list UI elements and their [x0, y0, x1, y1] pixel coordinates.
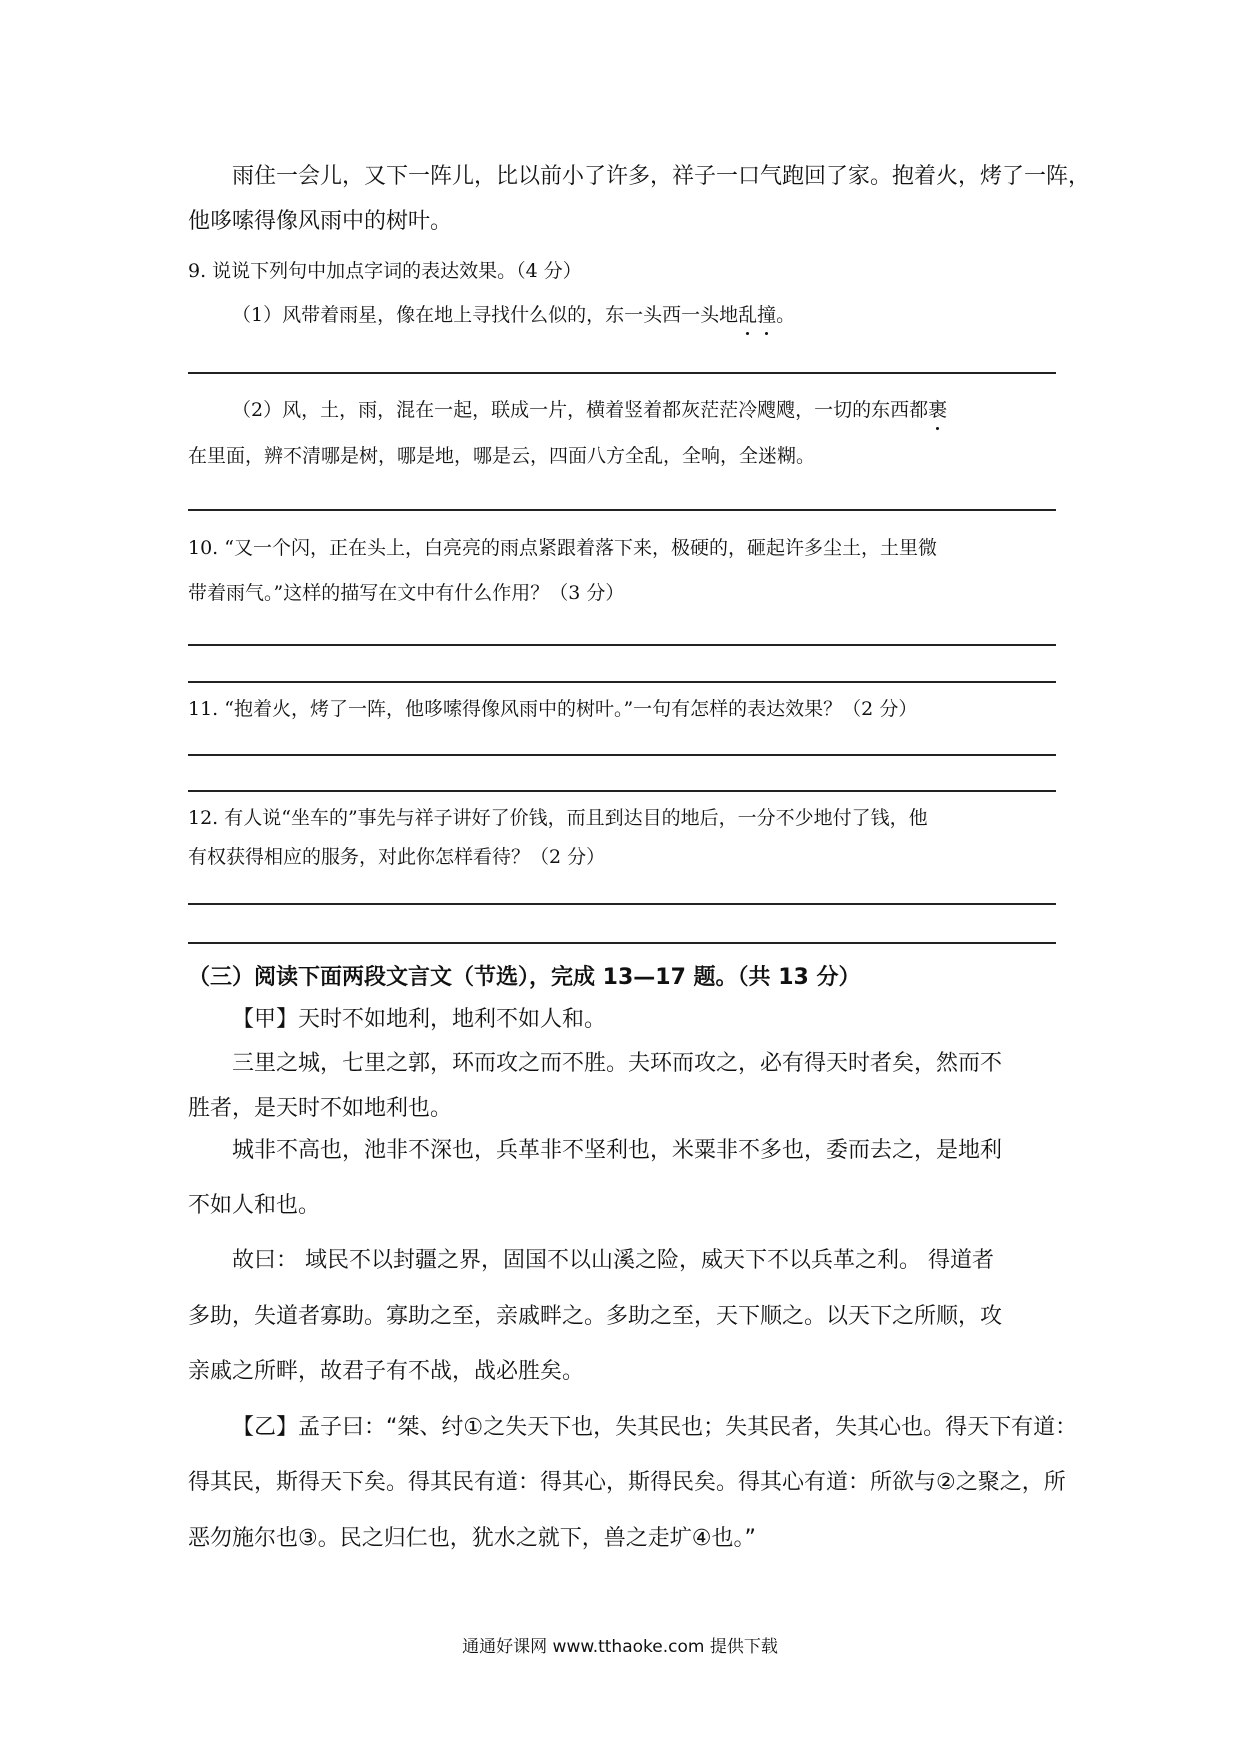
answer-line-q11-1[interactable] — [188, 754, 1056, 756]
q10-line-1: 10. “又一个闪，正在头上，白亮亮的雨点紧跟着落下来，极硬的，砸起许多尘土，土里微 — [188, 537, 937, 559]
story-line-1: 雨住一会儿，又下一阵儿，比以前小了许多，祥子一口气跑回了家。抱着火，烤了一阵， — [232, 164, 1091, 189]
jia-p2-l1: 三里之城，七里之郭，环而攻之而不胜。夫环而攻之，必有得天时者矣，然而不 — [232, 1051, 1003, 1076]
q11-line-1: 11. “抱着火，烤了一阵，他哆嗦得像风雨中的树叶。”一句有怎样的表达效果？（2 分） — [188, 698, 918, 720]
q12-line-2: 有权获得相应的服务，对此你怎样看待？（2 分） — [188, 846, 606, 868]
answer-line-q9-1[interactable] — [188, 372, 1056, 374]
jia-p3-l1: 城非不高也，池非不深也，兵革非不坚利也，米粟非不多也，委而去之，是地利 — [232, 1138, 1003, 1163]
answer-line-q11-2[interactable] — [188, 790, 1056, 792]
q9-s1-end: 。 — [776, 304, 796, 326]
section3-heading: （三）阅读下面两段文言文（节选），完成 13—17 题。（共 13 分） — [188, 965, 861, 990]
jia-p4-l1: 故曰： 域民不以封疆之界，固国不以山溪之险，威天下不以兵革之利。 得道者 — [232, 1248, 994, 1273]
q9-s1-dotted-word-2: 撞 — [757, 300, 776, 330]
answer-line-q12-2[interactable] — [188, 942, 1056, 944]
answer-line-q10-1[interactable] — [188, 644, 1056, 646]
q9-s1-dotted-word-1: 乱 — [738, 300, 757, 330]
q9-sentence-2 — [232, 395, 947, 425]
jia-p3-l2: 不如人和也。 — [188, 1193, 321, 1218]
q9-s1-text: （1）风带着雨星，像在地上寻找什么似的，东一头西一头地 — [232, 304, 739, 326]
jia-p2-l2: 胜者，是天时不如地利也。 — [188, 1096, 453, 1121]
q9-sentence-2-cont: 在里面，辨不清哪是树，哪是地，哪是云，四面八方全乱，全响，全迷糊。 — [188, 445, 816, 467]
yi-l2: 得其民，斯得天下矣。得其民有道：得其心，斯得民矣。得其心有道：所欲与②之聚之，所 — [188, 1470, 1066, 1495]
q9-s2-text: （2）风，土，雨，混在一起，联成一片，横着竖着都灰茫茫冷飕飕，一切的东西都 — [232, 399, 929, 421]
jia-p4-l3: 亲戚之所畔，故君子有不战，战必胜矣。 — [188, 1359, 585, 1384]
q9-stem: 9. 说说下列句中加点字词的表达效果。（4 分） — [188, 260, 582, 282]
jia-p4-l2: 多助，失道者寡助。寡助之至，亲戚畔之。多助之至，天下顺之。以天下之所顺，攻 — [188, 1304, 1003, 1329]
q12-line-1: 12. 有人说“坐车的”事先与祥子讲好了价钱，而且到达目的地后，一分不少地付了钱，他 — [188, 807, 928, 829]
answer-line-q12-1[interactable] — [188, 903, 1056, 905]
jia-p1: 【甲】天时不如地利，地利不如人和。 — [232, 1007, 607, 1032]
story-line-2: 他哆嗦得像风雨中的树叶。 — [188, 209, 453, 234]
yi-l3: 恶勿施尔也③。民之归仁也，犹水之就下，兽之走圹④也。” — [188, 1526, 756, 1551]
answer-line-q10-2[interactable] — [188, 681, 1056, 683]
answer-line-q9-2[interactable] — [188, 509, 1056, 511]
q9-sentence-1 — [232, 300, 795, 330]
q10-line-2: 带着雨气。”这样的描写在文中有什么作用？（3 分） — [188, 582, 625, 604]
page-footer: 通通好课网 www.tthaoke.com 提供下载 — [462, 1637, 778, 1657]
q9-s2-dotted-word: 裹 — [928, 395, 947, 425]
yi-l1: 【乙】孟子曰：“桀、纣①之失天下也，失其民也；失其民者，失其心也。得天下有道： — [232, 1415, 1078, 1440]
